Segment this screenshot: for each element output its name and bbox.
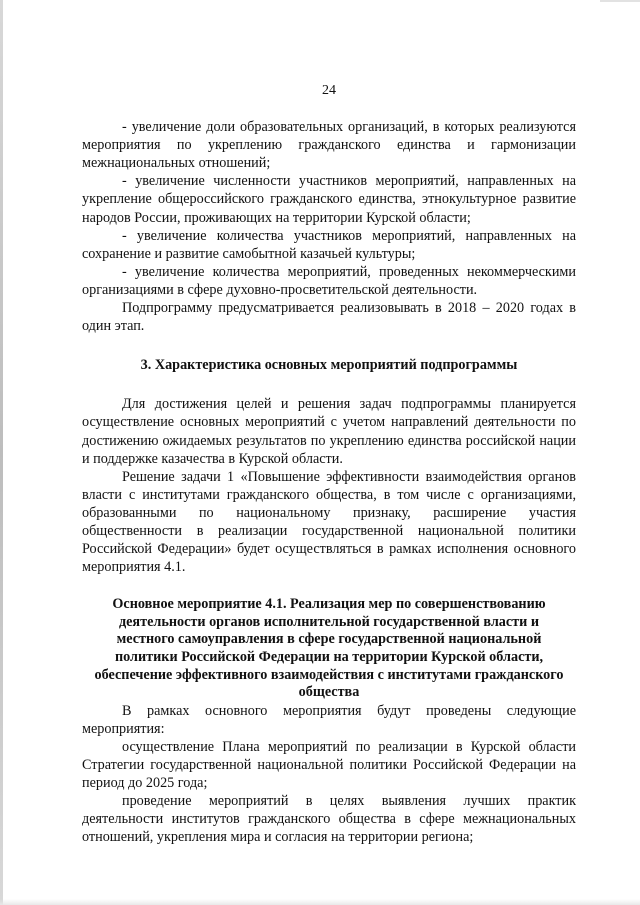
section-heading: 3. Характеристика основных мероприятий подпрограммы (140, 357, 518, 374)
measure-heading: Основное мероприятие 4.1. Реализация мер по совершенствованию деятельности органов исполнительной государственной власти и местного самоуправления в сфере государственной национальной политики Российской Федерации на территории Курской области, обеспечение эффективного взаимодействия с институтами гражданского общества (94, 596, 564, 701)
scan-bottom-edge (0, 899, 640, 905)
scan-top-corner (600, 0, 640, 2)
paragraph-bottom-1: В рамках основного мероприятия будут проведены следующие мероприятия: (82, 702, 576, 737)
paragraph-top-2: - увеличение численности участников мероприятий, направленных на укрепление общероссийского гражданского единства, этнокультурное развитие народов России, проживающих на территории Курской области; (82, 173, 576, 226)
paragraph-top-1: - увеличение доли образовательных организаций, в которых реализуются мероприятия по укреплению гражданского единства и гармонизации межнациональных отношений; (82, 119, 576, 172)
paragraph-top-5: Подпрограмму предусматривается реализовывать в 2018 – 2020 годах в один этап. (82, 300, 576, 335)
paragraph-top-3: - увеличение количества участников мероприятий, направленных на сохранение и развитие самобытной казачьей культуры; (82, 227, 576, 262)
paragraph-bottom-3: проведение мероприятий в целях выявления лучших практик деятельности институтов гражданского общества в сфере межнациональных отношений, укрепления мира и согласия на территории региона; (82, 793, 576, 846)
document-page (82, 82, 576, 847)
paragraph-middle-1: Для достижения целей и решения задач подпрограммы планируется осуществление основных мероприятий с учетом направлений деятельности по достижению ожидаемых результатов по укреплению единства российской нации и поддержке казачества в Курской области. (82, 396, 576, 467)
paragraph-top-4: - увеличение количества мероприятий, проведенных некоммерческими организациями в сфере духовно-просветительской деятельности. (82, 263, 576, 298)
paragraph-bottom-2: осуществление Плана мероприятий по реализации в Курской области Стратегии государственной национальной политики Российской Федерации на период до 2025 года; (82, 739, 576, 792)
scan-left-edge (0, 0, 3, 905)
paragraph-middle-2: Решение задачи 1 «Повышение эффективности взаимодействия органов власти с институтами гражданского общества, в том числе с организациями, образованными по национальному признаку, расширение участия общественности в реализации государственной национальной политики Российской Федерации» будет осуществляться в рамках исполнения основного мероприятия 4.1. (82, 468, 576, 576)
page-number: 24 (322, 83, 336, 98)
